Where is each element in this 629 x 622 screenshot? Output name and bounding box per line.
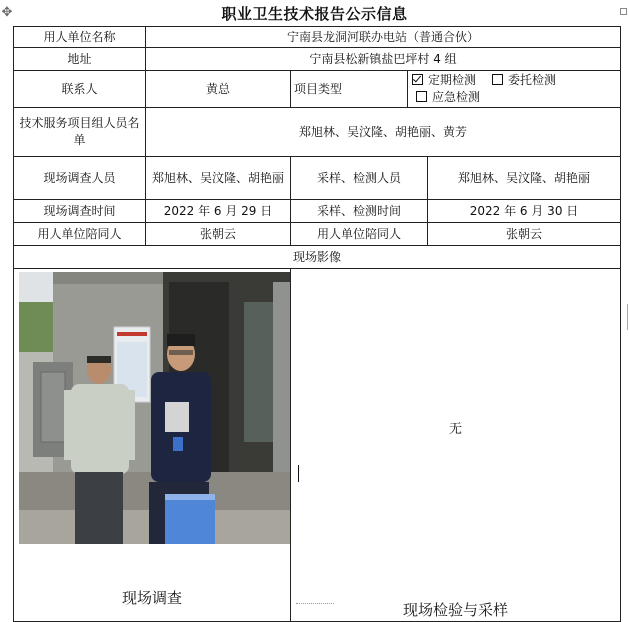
row-address xyxy=(14,48,621,71)
sampling-staff-value[interactable]: 郑旭林、吴汶隆、胡艳丽 xyxy=(428,157,621,200)
team-label: 技术服务项目组人员名单 xyxy=(14,108,146,157)
table-move-handle-icon[interactable]: ✥ xyxy=(1,5,13,20)
text-cursor xyxy=(298,465,299,482)
row-unit xyxy=(14,27,621,48)
page-edge-marker xyxy=(296,603,334,605)
contact-label: 联系人 xyxy=(14,71,146,108)
row-contact xyxy=(14,71,621,108)
unit-value[interactable]: 宁南县龙洞河联办电站（普通合伙） xyxy=(146,27,621,48)
companion-label: 用人单位陪同人 xyxy=(14,223,146,246)
report-table xyxy=(13,26,621,622)
survey-time-label: 现场调查时间 xyxy=(14,200,146,223)
checkbox-icon[interactable] xyxy=(492,74,503,85)
site-survey-photo[interactable] xyxy=(19,272,291,544)
team-value[interactable]: 郑旭林、吴汶隆、胡艳丽、黄芳 xyxy=(146,108,621,157)
sampling-photo-placeholder: 无 xyxy=(449,422,463,437)
sampling-time-value[interactable]: 2022 年 6 月 30 日 xyxy=(428,200,621,223)
page-title: 职业卫生技术报告公示信息 xyxy=(221,5,408,23)
contact-value[interactable]: 黄总 xyxy=(146,71,291,108)
survey-time-value[interactable]: 2022 年 6 月 29 日 xyxy=(146,200,291,223)
address-label: 地址 xyxy=(14,48,146,71)
survey-photo-caption: 现场调查 xyxy=(121,589,182,607)
row-companion xyxy=(14,223,621,246)
sampling-photo-cell xyxy=(291,269,621,622)
survey-staff-label: 现场调查人员 xyxy=(14,157,146,200)
unit-label: 用人单位名称 xyxy=(14,27,146,48)
companion-value-2[interactable]: 张朝云 xyxy=(428,223,621,246)
row-images xyxy=(14,269,621,622)
checkbox-icon[interactable] xyxy=(416,91,427,102)
row-team xyxy=(14,108,621,157)
project-type-option[interactable] xyxy=(416,89,480,106)
row-survey-staff xyxy=(14,157,621,200)
project-type-option[interactable] xyxy=(492,72,556,89)
project-type-option-label: 委托检测 xyxy=(508,73,557,87)
companion-label-2: 用人单位陪同人 xyxy=(291,223,428,246)
project-type-option[interactable] xyxy=(412,72,476,89)
project-type-label: 项目类型 xyxy=(291,71,408,108)
project-type-option-label: 应急检测 xyxy=(432,90,481,104)
project-type-option-label: 定期检测 xyxy=(428,73,477,87)
address-value[interactable]: 宁南县松新镇盐巴坪村 4 组 xyxy=(146,48,621,71)
sampling-time-label: 采样、检测时间 xyxy=(291,200,428,223)
sampling-staff-label: 采样、检测人员 xyxy=(291,157,428,200)
margin-marker xyxy=(623,304,628,330)
project-type-options xyxy=(408,71,621,108)
row-images-header xyxy=(14,246,621,269)
survey-staff-value[interactable]: 郑旭林、吴汶隆、胡艳丽 xyxy=(146,157,291,200)
images-header: 现场影像 xyxy=(14,246,621,269)
sampling-photo-caption: 现场检验与采样 xyxy=(403,601,509,619)
companion-value[interactable]: 张朝云 xyxy=(146,223,291,246)
row-time xyxy=(14,200,621,223)
checked-checkbox-icon[interactable] xyxy=(412,74,423,85)
survey-photo-cell xyxy=(14,269,291,622)
